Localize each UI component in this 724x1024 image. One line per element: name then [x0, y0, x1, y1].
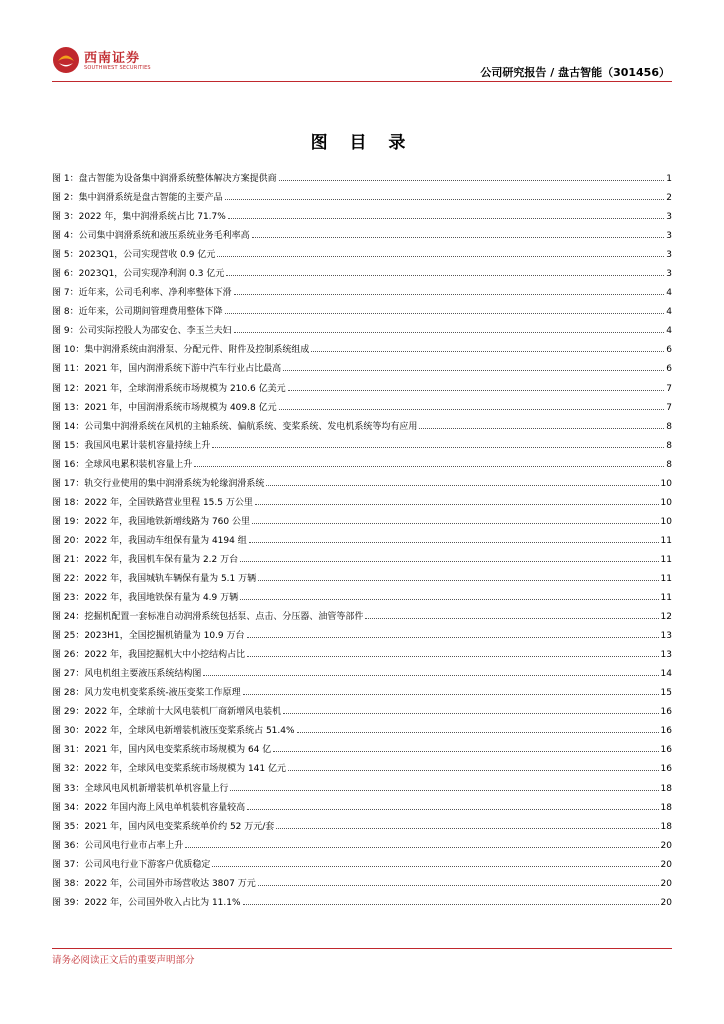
- toc-entry[interactable]: [52, 188, 672, 207]
- toc-entry-leader: [311, 340, 664, 352]
- toc-entry-leader: [240, 588, 658, 600]
- footer-disclaimer: 请务必阅读正文后的重要声明部分: [52, 955, 195, 966]
- toc-entry-leader: [252, 226, 665, 238]
- toc-entry-leader: [247, 645, 658, 657]
- toc-entry-label: 图 3：: [52, 212, 79, 223]
- toc-entry-leader: [234, 321, 665, 333]
- toc-entry-page: 18: [660, 821, 672, 832]
- toc-entry-text: 集中润滑系统由润滑泵、分配元件、附件及控制系统组成: [84, 345, 310, 356]
- toc-entry-label: 图 19：: [52, 516, 85, 527]
- toc-entry-text: 近年来，公司期间管理费用整体下降: [78, 307, 223, 318]
- toc-entry-leader: [240, 550, 658, 562]
- toc-entry-page: 16: [660, 726, 672, 737]
- toc-entry[interactable]: [52, 474, 672, 493]
- toc-entry-text: 2022 年，集中润滑系统占比 71.7%: [78, 212, 226, 223]
- toc-entry-leader: [279, 398, 665, 410]
- toc-entry-text: 2022 年，我国地铁新增线路为 760 公里: [84, 516, 250, 527]
- toc-entry-text: 我国风电累计装机容量持续上升: [84, 440, 211, 451]
- toc-entry-label: 图 38：: [52, 878, 85, 889]
- toc-entry-label: 图 34：: [52, 802, 85, 813]
- toc-entry[interactable]: [52, 493, 672, 512]
- footer-divider: [52, 948, 672, 949]
- toc-entry-leader: [273, 740, 658, 752]
- toc-entry-leader: [279, 169, 665, 181]
- toc-entry-page: 16: [660, 764, 672, 775]
- toc-entry-page: 3: [666, 269, 672, 280]
- toc-entry-label: 图 29：: [52, 707, 85, 718]
- toc-entry-text: 2022 年，我国地铁保有量为 4.9 万辆: [84, 593, 239, 604]
- toc-entry-page: 13: [660, 650, 672, 661]
- toc-entry-label: 图 21：: [52, 554, 85, 565]
- toc-entry[interactable]: [52, 779, 672, 798]
- toc-entry-page: 8: [666, 440, 672, 451]
- toc-entry[interactable]: [52, 683, 672, 702]
- toc-entry-leader: [194, 455, 664, 467]
- toc-entry-leader: [230, 779, 658, 791]
- toc-entry[interactable]: [52, 359, 672, 378]
- toc-entry-text: 2022 年，我国机车保有量为 2.2 万台: [84, 554, 239, 565]
- toc-entry-label: 图 23：: [52, 593, 85, 604]
- toc-entry-text: 2022 年，全球风电变桨系统市场规模为 141 亿元: [84, 764, 286, 775]
- toc-entry-page: 10: [660, 478, 672, 489]
- toc-entry-label: 图 11：: [52, 364, 85, 375]
- toc-entry-label: 图 17：: [52, 478, 85, 489]
- toc-entry-leader: [247, 798, 658, 810]
- toc-entry-leader: [225, 302, 665, 314]
- toc-entry-label: 图 25：: [52, 631, 85, 642]
- toc-entry-leader: [185, 836, 658, 848]
- toc-entry-leader: [247, 626, 659, 638]
- toc-entry-text: 2022 年，公司国外市场营收达 3807 万元: [84, 878, 256, 889]
- toc-entry-page: 7: [666, 402, 672, 413]
- toc-entry-page: 8: [666, 421, 672, 432]
- toc-entry-text: 2023Q1，公司实现营收 0.9 亿元: [78, 250, 216, 261]
- toc-entry[interactable]: [52, 855, 672, 874]
- toc-entry-label: 图 18：: [52, 497, 85, 508]
- toc-entry-page: 8: [666, 459, 672, 470]
- toc-entry-text: 全球风电累积装机容量上升: [84, 459, 193, 470]
- toc-entry-page: 16: [660, 745, 672, 756]
- toc-entry[interactable]: [52, 645, 672, 664]
- toc-entry-page: 16: [660, 707, 672, 718]
- toc-entry-page: 7: [666, 383, 672, 394]
- toc-entry-label: 图 28：: [52, 688, 85, 699]
- toc-entry-label: 图 9：: [52, 326, 79, 337]
- toc-entry-leader: [288, 379, 665, 391]
- toc-entry-page: 11: [660, 554, 672, 565]
- company-logo: [52, 44, 152, 80]
- toc-entry[interactable]: [52, 874, 672, 893]
- toc-entry-leader: [419, 417, 664, 429]
- toc-entry-text: 公司集中润滑系统和液压系统业务毛利率高: [78, 231, 250, 242]
- toc-entry-text: 2023H1，全国挖掘机销量为 10.9 万台: [84, 631, 245, 642]
- toc-entry-leader: [276, 817, 658, 829]
- toc-entry-text: 2021 年，中国润滑系统市场规模为 409.8 亿元: [84, 402, 277, 413]
- toc-entry-leader: [243, 893, 659, 905]
- toc-entry-label: 图 36：: [52, 840, 85, 851]
- toc-entry-page: 4: [666, 288, 672, 299]
- toc-entry-text: 盘古智能为设备集中润滑系统整体解决方案提供商: [78, 174, 277, 184]
- toc-entry[interactable]: [52, 702, 672, 721]
- toc-entry[interactable]: [52, 283, 672, 302]
- toc-entry-leader: [212, 436, 664, 448]
- toc-entry-text: 集中润滑系统是盘古智能的主要产品: [78, 193, 223, 204]
- header-divider: [52, 81, 672, 82]
- toc-entry-text: 风电机组主要液压系统结构图: [84, 669, 202, 680]
- toc-entry[interactable]: [52, 264, 672, 283]
- figure-table-of-contents: [52, 169, 672, 912]
- page-title: 图 目 录: [310, 133, 414, 153]
- toc-entry-page: 10: [660, 516, 672, 527]
- toc-entry-text: 2022 年，全球前十大风电装机厂商新增风电装机: [84, 707, 282, 718]
- toc-entry-page: 11: [660, 535, 672, 546]
- toc-entry-page: 11: [660, 573, 672, 584]
- toc-entry-label: 图 31：: [52, 745, 85, 756]
- toc-entry-label: 图 6：: [52, 269, 79, 280]
- toc-entry[interactable]: [52, 302, 672, 321]
- logo-english-name: SOUTHWEST SECURITIES: [84, 65, 151, 71]
- toc-entry-label: 图 7：: [52, 288, 79, 299]
- toc-entry-label: 图 26：: [52, 650, 85, 661]
- toc-entry-leader: [297, 721, 659, 733]
- toc-entry-leader: [365, 607, 658, 619]
- toc-entry-text: 2022 年，全球风电新增装机液压变桨系统占 51.4%: [84, 726, 295, 737]
- toc-entry-text: 挖掘机配置一套标准自动润滑系统包括泵、点击、分压器、油管等部件: [84, 612, 364, 623]
- toc-entry[interactable]: [52, 169, 672, 188]
- toc-entry-page: 18: [660, 783, 672, 794]
- toc-entry[interactable]: [52, 398, 672, 417]
- toc-entry-leader: [255, 493, 659, 505]
- toc-entry-leader: [225, 188, 665, 200]
- toc-entry-text: 2021 年，全球润滑系统市场规模为 210.6 亿美元: [84, 383, 286, 394]
- toc-entry-label: 图 1：: [52, 174, 79, 184]
- toc-entry-label: 图 5：: [52, 250, 79, 261]
- toc-entry-text: 2023Q1，公司实现净利润 0.3 亿元: [78, 269, 225, 280]
- toc-entry-text: 2022 年，我国挖掘机大中小挖结构占比: [84, 650, 246, 661]
- toc-entry-label: 图 35：: [52, 821, 85, 832]
- toc-entry[interactable]: [52, 607, 672, 626]
- toc-entry-label: 图 16：: [52, 459, 85, 470]
- toc-entry-label: 图 20：: [52, 535, 85, 546]
- toc-entry[interactable]: [52, 664, 672, 683]
- toc-entry-label: 图 33：: [52, 783, 85, 794]
- logo-emblem-icon: [52, 46, 80, 74]
- toc-entry-page: 11: [660, 593, 672, 604]
- toc-entry-text: 2021 年，国内润滑系统下游中汽车行业占比最高: [84, 364, 282, 375]
- toc-entry-text: 公司集中润滑系统在风机的主轴系统、偏航系统、变桨系统、发电机系统等均有应用: [84, 421, 418, 432]
- toc-entry-leader: [217, 245, 664, 257]
- toc-entry[interactable]: [52, 340, 672, 359]
- toc-entry-label: 图 24：: [52, 612, 85, 623]
- toc-entry-text: 2021 年，国内风电变桨系统单价约 52 万元/套: [84, 821, 275, 832]
- toc-entry-leader: [266, 474, 658, 486]
- toc-entry-text: 2022 年，公司国外收入占比为 11.1%: [84, 897, 241, 908]
- toc-entry[interactable]: [52, 740, 672, 759]
- toc-entry-text: 公司风电行业市占率上升: [84, 840, 184, 851]
- toc-entry-leader: [258, 874, 659, 886]
- toc-entry-leader: [283, 702, 658, 714]
- toc-entry-text: 公司风电行业下游客户优质稳定: [84, 859, 211, 870]
- toc-entry-leader: [249, 531, 659, 543]
- toc-entry[interactable]: [52, 417, 672, 436]
- toc-entry-page: 4: [666, 307, 672, 318]
- toc-entry-page: 20: [660, 859, 672, 870]
- toc-entry[interactable]: [52, 531, 672, 550]
- toc-entry-label: 图 37：: [52, 859, 85, 870]
- toc-entry[interactable]: [52, 798, 672, 817]
- toc-entry-page: 14: [660, 669, 672, 680]
- toc-entry[interactable]: [52, 721, 672, 740]
- toc-entry-leader: [288, 759, 659, 771]
- toc-entry-text: 2022 年，我国城轨车辆保有量为 5.1 万辆: [84, 573, 257, 584]
- toc-entry-label: 图 39：: [52, 897, 85, 908]
- toc-entry-page: 13: [660, 631, 672, 642]
- toc-entry-text: 风力发电机变桨系统-液压变桨工作原理: [84, 688, 241, 699]
- toc-entry[interactable]: [52, 245, 672, 264]
- toc-entry-label: 图 32：: [52, 764, 85, 775]
- toc-entry-page: 20: [660, 897, 672, 908]
- toc-entry-page: 18: [660, 802, 672, 813]
- toc-entry-leader: [203, 664, 658, 676]
- toc-entry-leader: [252, 512, 659, 524]
- toc-entry-page: 3: [666, 212, 672, 223]
- toc-entry-leader: [226, 264, 664, 276]
- toc-entry-label: 图 30：: [52, 726, 85, 737]
- toc-entry-text: 公司实际控股人为邵安仓、李玉兰夫妇: [78, 326, 232, 337]
- toc-entry-leader: [234, 283, 665, 295]
- toc-entry-label: 图 13：: [52, 402, 85, 413]
- toc-entry-leader: [228, 207, 664, 219]
- toc-entry-leader: [283, 359, 664, 371]
- logo-name: 西南证券: [84, 51, 141, 66]
- toc-entry-text: 2021 年，国内风电变桨系统市场规模为 64 亿: [84, 745, 272, 756]
- toc-entry[interactable]: [52, 379, 672, 398]
- toc-entry-label: 图 2：: [52, 193, 79, 204]
- toc-entry-text: 2022 年国内海上风电单机装机容量较高: [84, 802, 246, 813]
- toc-entry-leader: [258, 569, 658, 581]
- toc-entry-page: 20: [660, 878, 672, 889]
- report-title: 公司研究报告 / 盘古智能（301456）: [480, 66, 670, 79]
- toc-entry-label: 图 8：: [52, 307, 79, 318]
- toc-entry-leader: [212, 855, 658, 867]
- toc-entry-page: 4: [666, 326, 672, 337]
- toc-entry-leader: [243, 683, 659, 695]
- toc-entry[interactable]: [52, 759, 672, 778]
- toc-entry[interactable]: [52, 836, 672, 855]
- toc-entry-text: 2022 年，全国铁路营业里程 15.5 万公里: [84, 497, 253, 508]
- toc-entry[interactable]: [52, 436, 672, 455]
- toc-entry-text: 2022 年，我国动车组保有量为 4194 组: [84, 535, 247, 546]
- toc-entry[interactable]: [52, 207, 672, 226]
- toc-entry-text: 轨交行业使用的集中润滑系统为轮缘润滑系统: [84, 478, 265, 489]
- toc-entry-page: 10: [660, 497, 672, 508]
- toc-entry[interactable]: [52, 817, 672, 836]
- toc-entry-page: 15: [660, 688, 672, 699]
- toc-entry-label: 图 14：: [52, 421, 85, 432]
- toc-entry-label: 图 10：: [52, 345, 85, 356]
- toc-entry[interactable]: [52, 893, 672, 912]
- toc-entry-page: 6: [666, 345, 672, 356]
- toc-entry-text: 近年来，公司毛利率、净利率整体下滑: [78, 288, 232, 299]
- toc-entry[interactable]: [52, 226, 672, 245]
- toc-entry[interactable]: [52, 512, 672, 531]
- toc-entry-page: 1: [666, 174, 672, 184]
- toc-entry-page: 12: [660, 612, 672, 623]
- toc-entry-label: 图 27：: [52, 669, 85, 680]
- toc-entry[interactable]: [52, 588, 672, 607]
- toc-entry-page: 20: [660, 840, 672, 851]
- toc-entry-page: 2: [666, 193, 672, 204]
- toc-entry[interactable]: [52, 321, 672, 340]
- toc-entry[interactable]: [52, 455, 672, 474]
- toc-entry-label: 图 15：: [52, 440, 85, 451]
- toc-entry[interactable]: [52, 626, 672, 645]
- toc-entry-label: 图 22：: [52, 573, 85, 584]
- toc-entry[interactable]: [52, 569, 672, 588]
- toc-entry-page: 3: [666, 250, 672, 261]
- toc-entry-page: 6: [666, 364, 672, 375]
- toc-entry-page: 3: [666, 231, 672, 242]
- toc-entry-label: 图 4：: [52, 231, 79, 242]
- toc-entry-text: 全球风电风机新增装机单机容量上行: [84, 783, 229, 794]
- toc-entry-label: 图 12：: [52, 383, 85, 394]
- toc-entry[interactable]: [52, 550, 672, 569]
